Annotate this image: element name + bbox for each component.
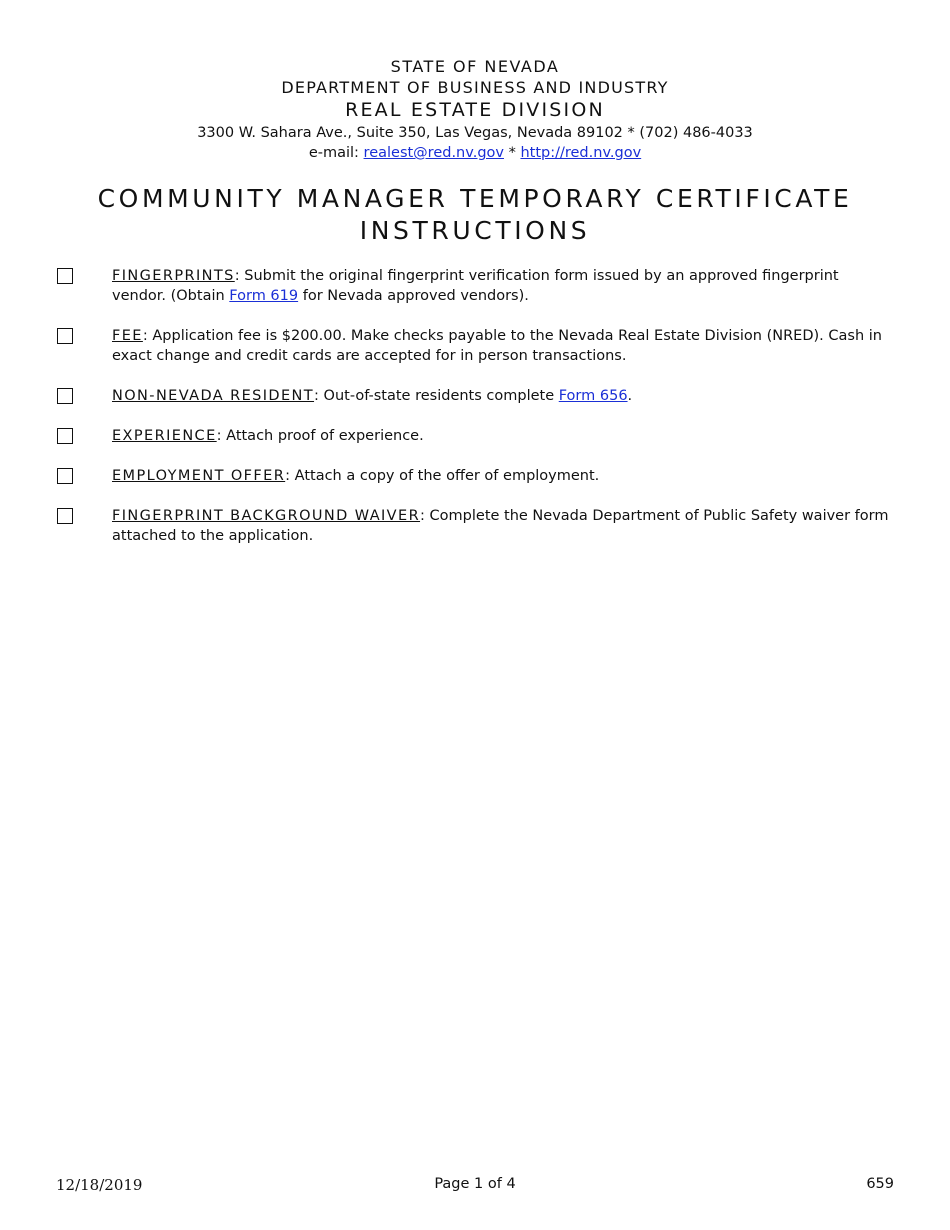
page-title [0,183,950,247]
website-link[interactable]: http://red.nv.gov [520,145,642,161]
employment-offer-checkbox[interactable] [57,468,73,484]
checklist-item-non-nevada-resident [0,384,950,424]
checklist-item-fingerprints [0,264,950,324]
form-656-link[interactable]: Form 656 [558,388,628,404]
checklist-item-employment-offer [0,464,950,504]
address-line: 3300 W. Sahara Ave., Suite 350, Las Vegas, Nevada 89102 * (702) 486-4033 [197,125,753,141]
employment-offer-label: EMPLOYMENT OFFER [112,468,286,484]
fee-text [112,326,892,366]
form-619-link[interactable]: Form 619 [229,288,299,304]
employment-offer-description: : Attach a copy of the offer of employment. [285,468,600,484]
experience-text [112,426,892,446]
checklist-item-background-waiver [0,504,950,564]
fingerprints-text [112,266,892,306]
contact-separator: * [508,145,516,161]
background-waiver-checkbox[interactable] [57,508,73,524]
email-prefix: e-mail: [308,145,359,161]
non-nevada-resident-label: NON-NEVADA RESIDENT [112,388,315,404]
non-nevada-resident-text [112,386,892,406]
experience-checkbox[interactable] [57,428,73,444]
background-waiver-label: FINGERPRINT BACKGROUND WAIVER [112,508,421,524]
letterhead [0,56,950,163]
fingerprints-description: : Submit the original fingerprint verification form issued by an approved fingerprint vendor. (Obtain [112,268,839,304]
experience-label: EXPERIENCE [112,428,217,444]
non-nevada-resident-description: : Out-of-state residents complete [314,388,559,404]
footer-page-number: Page 1 of 4 [434,1176,516,1192]
state-name: STATE OF NEVADA [390,57,560,76]
fingerprints-description-end: for Nevada approved vendors). [298,288,529,304]
fee-checkbox[interactable] [57,328,73,344]
experience-description: : Attach proof of experience. [216,428,424,444]
employment-offer-text [112,466,892,486]
non-nevada-resident-checkbox[interactable] [57,388,73,404]
contact-line [0,143,950,163]
title-line-2: INSTRUCTIONS [359,216,591,245]
background-waiver-text [112,506,892,546]
division-name: REAL ESTATE DIVISION [345,99,605,121]
fee-label: FEE [112,328,143,344]
title-line-1: COMMUNITY MANAGER TEMPORARY CERTIFICATE [97,184,853,213]
non-nevada-resident-description-end: . [627,388,633,404]
department-name: DEPARTMENT OF BUSINESS AND INDUSTRY [281,78,669,97]
checklist-item-fee [0,324,950,384]
page-footer [0,1176,950,1198]
footer-date: 12/18/2019 [56,1176,143,1194]
email-link[interactable]: realest@red.nv.gov [363,145,504,161]
fingerprints-checkbox[interactable] [57,268,73,284]
footer-form-number: 659 [866,1176,894,1192]
checklist-item-experience [0,424,950,464]
fee-description: : Application fee is $200.00. Make checks payable to the Nevada Real Estate Division (NRED). Cash in exact change and credit cards are accepted for in person transactions. [112,328,882,364]
fingerprints-label: FINGERPRINTS [112,268,235,284]
instruction-checklist [0,264,950,564]
background-waiver-description: : Complete the Nevada Department of Public Safety waiver form attached to the application. [112,508,889,544]
